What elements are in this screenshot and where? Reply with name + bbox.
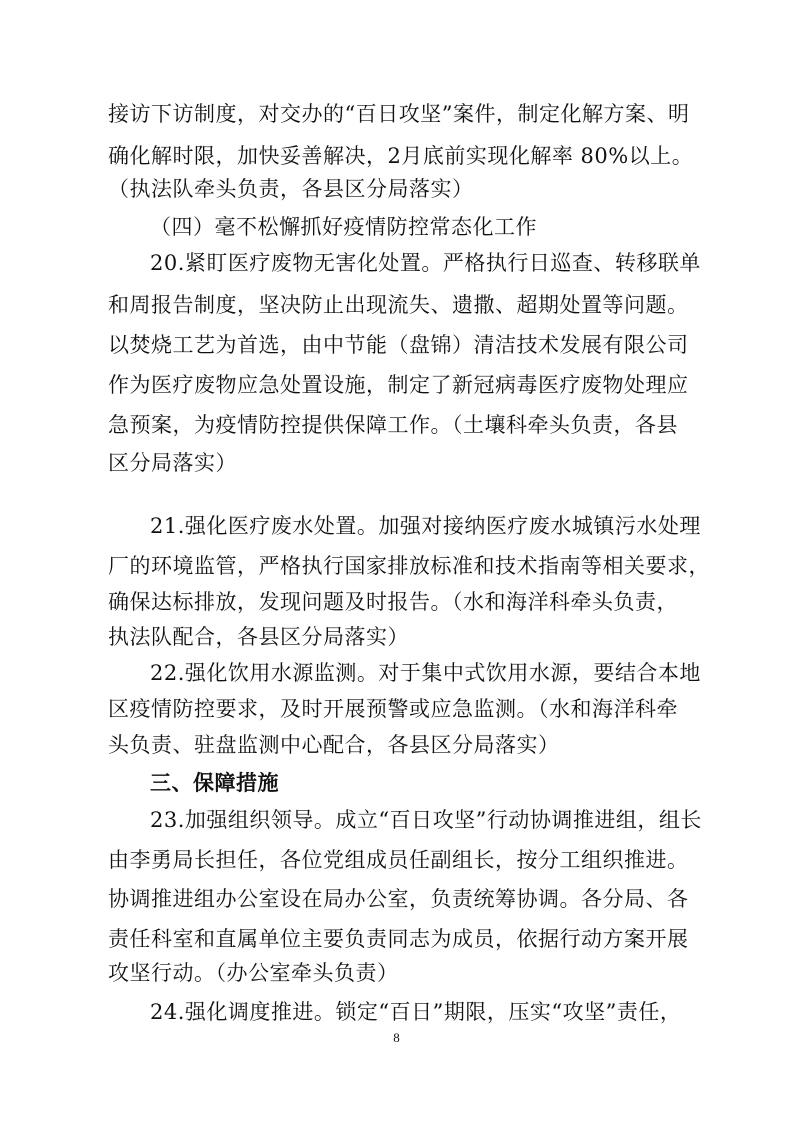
text-line-15: 22.强化饮用水源监测。对于集中式饮用水源，要结合本地 xyxy=(150,661,701,685)
text-line-20: 由李勇局长担任，各位党组成员任副组长，按分工组织推进。 xyxy=(108,848,689,872)
text-line-21: 协调推进组办公室设在局办公室，负责统筹协调。各分局、各 xyxy=(108,887,689,911)
text-line-24: 24.强化调度推进。锁定“百日”期限，压实“攻坚”责任， xyxy=(150,1000,682,1024)
text-line-16: 区疫情防控要求，及时开展预警或应急监测。（水和海洋科牵 xyxy=(108,697,678,721)
text-line-13: 确保达标排放，发现问题及时报告。（水和海洋科牵头负责， xyxy=(108,590,678,614)
text-line-5: 20.紧盯医疗废物无害化处置。严格执行日巡查、转移联单 xyxy=(150,251,701,275)
text-line-12: 厂的环境监管，严格执行国家排放标准和技术指南等相关要求， xyxy=(108,554,710,578)
text-line-14: 执法队配合，各县区分局落实） xyxy=(108,625,409,649)
text-line-2: 确化解时限，加快妥善解决，2月底前实现化解率 80%以上。 xyxy=(108,144,694,168)
section-heading-guarantee: 三、保障措施 xyxy=(150,771,279,795)
text-line-19: 23.加强组织领导。成立“百日攻坚”行动协调推进组，组长 xyxy=(150,808,702,832)
text-line-6: 和周报告制度，坚决防止出现流失、遗撒、超期处置等问题。 xyxy=(108,293,689,317)
text-line-10: 区分局落实） xyxy=(108,451,237,475)
page-number: 8 xyxy=(393,1030,400,1045)
text-line-7: 以焚烧工艺为首选，由中节能（盘锦）清洁技术发展有限公司 xyxy=(108,333,689,357)
text-line-11: 21.强化医疗废水处置。加强对接纳医疗废水城镇污水处理 xyxy=(150,514,701,538)
text-line-17: 头负责、驻盘监测中心配合，各县区分局落实） xyxy=(108,733,560,757)
text-line-1: 接访下访制度，对交办的“百日攻坚”案件，制定化解方案、明 xyxy=(108,102,690,126)
text-line-22: 责任科室和直属单位主要负责同志为成员，依据行动方案开展 xyxy=(108,927,689,951)
section-heading-4: （四）毫不松懈抓好疫情防控常态化工作 xyxy=(150,215,537,239)
text-line-23: 攻坚行动。（办公室牵头负责） xyxy=(108,961,399,985)
text-line-8: 作为医疗废物应急处置设施，制定了新冠病毒医疗废物处理应 xyxy=(108,373,689,397)
text-line-3: （执法队牵头负责，各县区分局落实） xyxy=(108,177,474,201)
text-line-9: 急预案，为疫情防控提供保障工作。（土壤科牵头负责，各县 xyxy=(108,413,678,437)
